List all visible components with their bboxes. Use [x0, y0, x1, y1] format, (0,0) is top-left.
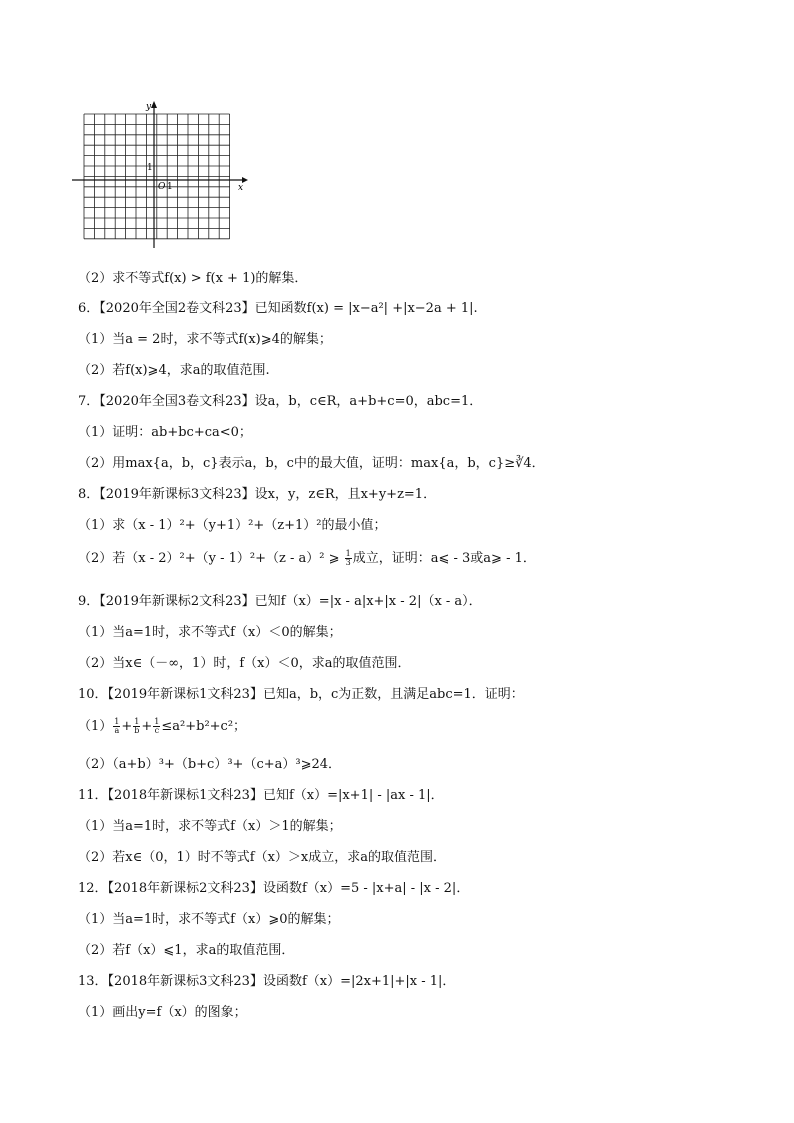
problem-12-part-2: （2）若f（x）⩽1，求a的取值范围．: [78, 943, 295, 958]
fraction-numerator: 1: [114, 717, 120, 726]
problem-10-stem: 10．【2019年新课标1文科23】已知a，b，c为正数，且满足abc=1．证明：: [78, 687, 524, 702]
fraction-one-over-a: [113, 718, 120, 735]
fraction-numerator: 1: [154, 717, 160, 726]
problem-6-part-2: （2）若f(x)⩾4，求a的取值范围.: [78, 363, 270, 378]
fraction-numerator: 1: [134, 717, 140, 726]
problem-10-part-1-prefix: （1）: [78, 719, 113, 734]
fraction-numerator: 1: [345, 549, 351, 558]
problem-10-part-1-tail: ≤a²+b²+c²；: [161, 719, 247, 734]
problem-8-part-2-lead: （2）若（x - 2）²+（y - 1）²+（z - a）² ⩾: [78, 551, 344, 566]
problem-11-part-2: （2）若x∈（0，1）时不等式f（x）＞x成立，求a的取值范围．: [78, 850, 446, 865]
problem-10-part-1: （1） $\frac{1}{a}$ + $\frac{1}{b}$ + $\frac{1}{c}$ ≤a²+b²+c²；: [78, 717, 247, 735]
y-unit-label: 1: [147, 163, 153, 173]
x-unit-label: 1: [167, 182, 173, 192]
problem-12-part-1: （1）当a=1时，求不等式f（x）⩾0的解集；: [78, 912, 340, 927]
problem-11-part-1: （1）当a=1时，求不等式f（x）＞1的解集；: [78, 819, 342, 834]
fraction-denominator: c: [154, 726, 160, 735]
problem-10-part-2: （2）（a+b）³+（b+c）³+（c+a）³⩾24．: [78, 757, 342, 772]
problem-8-part-2-tail: 成立，证明：a⩽ - 3或a⩾ - 1．: [352, 551, 536, 566]
problem-6-part-1: （1）当a = 2时，求不等式f(x)⩾4的解集；: [78, 332, 332, 347]
fraction-one-over-c: [153, 718, 160, 735]
problem-9-part-2: （2）当x∈（－∞，1）时，f（x）＜0，求a的取值范围．: [78, 656, 411, 671]
origin-label: O: [158, 182, 166, 192]
y-axis-label: y: [146, 102, 152, 112]
y-axis-arrow: [151, 101, 157, 108]
problem-7-part-2: （2）用max{a，b，c}表示a，b，c中的最大值，证明：max{a，b，c}≥∛4．: [78, 456, 545, 471]
problem-9-stem: 9．【2019年新课标2文科23】已知f（x）=|x - a|x+|x - 2|（x - a）．: [78, 594, 482, 609]
fraction-denominator: a: [114, 726, 120, 735]
fraction-denominator: 3: [345, 558, 351, 567]
problem-9-part-1: （1）当a=1时，求不等式f（x）＜0的解集；: [78, 625, 342, 640]
problem-12-stem: 12．【2018年新课标2文科23】设函数f（x）=5 - |x+a| - |x - 2|．: [78, 881, 470, 896]
x-axis-label: x: [238, 183, 244, 193]
problem-7-part-1: （1）证明：ab+bc+ca<0；: [78, 425, 252, 440]
problem-6-stem: 6．【2020年全国2卷文科23】已知函数f(x) = |x−a²| +|x−2a + 1|.: [78, 301, 478, 316]
problem-13-part-1: （1）画出y=f（x）的图象；: [78, 1005, 247, 1020]
problem-7-stem: 7．【2020年全国3卷文科23】设a，b，c∈R，a+b+c=0，abc=1．: [78, 394, 483, 409]
problem-5-part-2: （2）求不等式f(x) > f(x + 1)的解集．: [78, 271, 308, 286]
problem-8-part-1: （1）求（x - 1）²+（y+1）²+（z+1）²的最小值；: [78, 518, 387, 533]
coordinate-grid: [70, 100, 250, 252]
problem-8-stem: 8．【2019年新课标3文科23】设x，y，z∈R，且x+y+z=1．: [78, 487, 437, 502]
fraction-one-over-b: [133, 718, 140, 735]
fraction-one-third: [345, 550, 352, 567]
problem-11-stem: 11．【2018年新课标1文科23】已知f（x）=|x+1| - |ax - 1|．: [78, 788, 444, 803]
fraction-denominator: b: [134, 726, 140, 735]
problem-8-part-2: [78, 550, 536, 568]
problem-13-stem: 13．【2018年新课标3文科23】设函数f（x）=|2x+1|+|x - 1|．: [78, 974, 456, 989]
coordinate-grid-figure: [70, 100, 250, 252]
